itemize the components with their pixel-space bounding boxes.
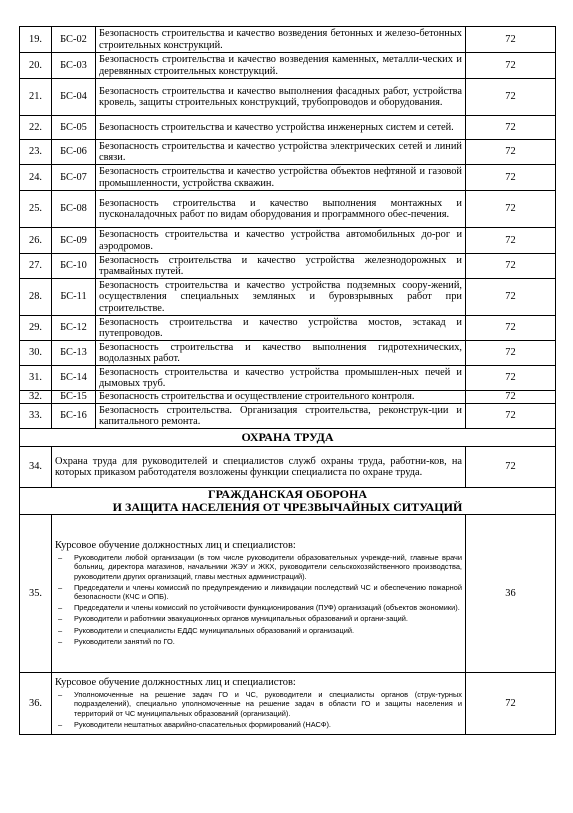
table-row <box>20 53 556 79</box>
course-description: Безопасность строительства и качество выполнения фасадных работ, устройства кровель, защиты строительных конструкций, трубопроводов и оборудования. <box>96 79 466 116</box>
row-number: 36. <box>20 673 52 735</box>
row-number: 29. <box>20 316 52 341</box>
hours-cell: 72 <box>466 316 556 341</box>
course-code: БС-07 <box>52 165 96 191</box>
table-row <box>20 673 556 735</box>
hours-cell: 72 <box>466 254 556 279</box>
hours-cell: 72 <box>466 673 556 735</box>
section-title-go-line2: И ЗАЩИТА НАСЕЛЕНИЯ ОТ ЧРЕЗВЫЧАЙНЫХ СИТУАЦИЙ <box>112 500 463 514</box>
course-intro: Курсовое обучение должностных лиц и специалистов: <box>55 539 296 551</box>
course-description: Безопасность строительства и качество выполнения гидротехнических, водолазных работ. <box>96 341 466 366</box>
table-row <box>20 391 556 404</box>
course-description: Безопасность строительства и качество устройства железнодорожных и трамвайных путей. <box>96 254 466 279</box>
row-number: 30. <box>20 341 52 366</box>
table-row <box>20 279 556 316</box>
position-item: – Председатели и члены комиссий по предупреждению и ликвидации последствий ЧС и обеспечению пожарной безопасности (КЧС и ОПБ). <box>55 583 462 601</box>
table-row <box>20 366 556 391</box>
hours-cell: 72 <box>466 140 556 165</box>
course-code: БС-04 <box>52 79 96 116</box>
section-row-go <box>20 488 556 515</box>
section-title-labor: ОХРАНА ТРУДА <box>20 429 556 447</box>
hours-cell: 72 <box>466 228 556 254</box>
row-number: 27. <box>20 254 52 279</box>
course-code: БС-03 <box>52 53 96 79</box>
course-description: Безопасность строительства и качество возведения каменных, металли-ческих и деревянных строительных конструкций. <box>96 53 466 79</box>
course-description: Безопасность строительства и осуществление строительного контроля. <box>96 391 466 404</box>
position-item: – Председатели и члены комиссий по устойчивости функционирования (ПУФ) организаций (объектов экономики). <box>55 603 462 612</box>
course-description: Безопасность строительства и качество устройства подземных соору-жений, осуществления специальных земляных и буровзрывных работ при строительстве. <box>96 279 466 316</box>
course-code: БС-09 <box>52 228 96 254</box>
course-code: БС-14 <box>52 366 96 391</box>
section-title-go-line1: ГРАЖДАНСКАЯ ОБОРОНА <box>207 487 368 502</box>
position-item: – Руководители нештатных аварийно-спасательных формирований (НАСФ). <box>55 720 462 729</box>
row-number: 31. <box>20 366 52 391</box>
hours-cell: 72 <box>466 391 556 404</box>
row-number: 20. <box>20 53 52 79</box>
course-description: Безопасность строительства и качество устройства мостов, эстакад и путепроводов. <box>96 316 466 341</box>
row-number: 35. <box>20 515 52 673</box>
course-description: Безопасность строительства и качество устройства промышлен-ных печей и дымовых труб. <box>96 366 466 391</box>
row-number: 32. <box>20 391 52 404</box>
hours-cell: 72 <box>466 341 556 366</box>
course-code: БС-10 <box>52 254 96 279</box>
row-number: 23. <box>20 140 52 165</box>
course-intro: Курсовое обучение должностных лиц и специалистов: <box>55 676 296 688</box>
table-row <box>20 79 556 116</box>
course-description: Безопасность строительства и качество устройства объектов нефтяной и газовой промышленности, устройства скважин. <box>96 165 466 191</box>
table-row <box>20 447 556 488</box>
position-item: – Руководители любой организации (в том числе руководители образовательных учрежде-ний, главные врачи больниц, директора магазинов, начальники ЖЭУ и ЖКХ, руководители сельскохозяйственного производства, руководители других организаций, главы местных администраций). <box>55 553 462 581</box>
hours-cell: 72 <box>466 165 556 191</box>
table-row <box>20 404 556 429</box>
table-row <box>20 341 556 366</box>
course-description: Безопасность строительства. Организация строительства, реконструк-ции и капитального ремонта. <box>96 404 466 429</box>
table-row <box>20 515 556 673</box>
section-row-labor <box>20 429 556 447</box>
position-list <box>55 553 462 646</box>
course-code: БС-11 <box>52 279 96 316</box>
hours-cell: 72 <box>466 79 556 116</box>
course-description: Охрана труда для руководителей и специалистов служб охраны труда, работни-ков, на которых приказом работодателя возложены функции специалиста по охране труда. <box>52 447 466 488</box>
hours-cell: 72 <box>466 279 556 316</box>
course-code: БС-08 <box>52 191 96 228</box>
table-row <box>20 228 556 254</box>
course-code: БС-16 <box>52 404 96 429</box>
hours-cell: 72 <box>466 366 556 391</box>
table-row <box>20 27 556 53</box>
row-number: 22. <box>20 116 52 140</box>
table-row <box>20 165 556 191</box>
position-item: – Руководители занятий по ГО. <box>55 637 462 646</box>
hours-cell: 72 <box>466 116 556 140</box>
course-description: Безопасность строительства и качество устройства инженерных систем и сетей. <box>96 116 466 140</box>
row-number: 19. <box>20 27 52 53</box>
table-row <box>20 116 556 140</box>
position-list <box>55 690 462 729</box>
table-row <box>20 140 556 165</box>
course-table <box>19 26 556 735</box>
table-row <box>20 191 556 228</box>
course-description: Безопасность строительства и качество возведения бетонных и железо-бетонных строительных конструкций. <box>96 27 466 53</box>
hours-cell: 72 <box>466 191 556 228</box>
course-code: БС-06 <box>52 140 96 165</box>
table-row <box>20 254 556 279</box>
course-code: БС-15 <box>52 391 96 404</box>
position-item: – Уполномоченные на решение задач ГО и ЧС, руководители и специалисты органов (струк-турных подразделений), специально уполномоченные на решение задач в области ГО и защиты населения и территорий от ЧС муниципальных образований (организаций). <box>55 690 462 718</box>
course-description: Безопасность строительства и качество устройства электрических сетей и линий связи. <box>96 140 466 165</box>
hours-cell: 72 <box>466 404 556 429</box>
course-table-page <box>19 26 555 735</box>
row-number: 21. <box>20 79 52 116</box>
row-number: 28. <box>20 279 52 316</box>
hours-cell: 72 <box>466 27 556 53</box>
position-item: – Руководители и работники эвакуационных органов муниципальных образований и органи-заций. <box>55 614 462 623</box>
section-title-go <box>20 488 556 515</box>
course-description: Безопасность строительства и качество выполнения монтажных и пусконаладочных работ по видам оборудования и программного обес-печения. <box>96 191 466 228</box>
hours-cell: 36 <box>466 515 556 673</box>
row-number: 26. <box>20 228 52 254</box>
course-code: БС-05 <box>52 116 96 140</box>
course-description <box>52 673 466 735</box>
row-number: 24. <box>20 165 52 191</box>
course-code: БС-13 <box>52 341 96 366</box>
hours-cell: 72 <box>466 447 556 488</box>
row-number: 33. <box>20 404 52 429</box>
row-number: 25. <box>20 191 52 228</box>
course-code: БС-02 <box>52 27 96 53</box>
row-number: 34. <box>20 447 52 488</box>
table-row <box>20 316 556 341</box>
position-item: – Руководители и специалисты ЕДДС муниципальных образований и организаций. <box>55 626 462 635</box>
course-description <box>52 515 466 673</box>
course-description: Безопасность строительства и качество устройства автомобильных до-рог и аэродромов. <box>96 228 466 254</box>
hours-cell: 72 <box>466 53 556 79</box>
course-code: БС-12 <box>52 316 96 341</box>
